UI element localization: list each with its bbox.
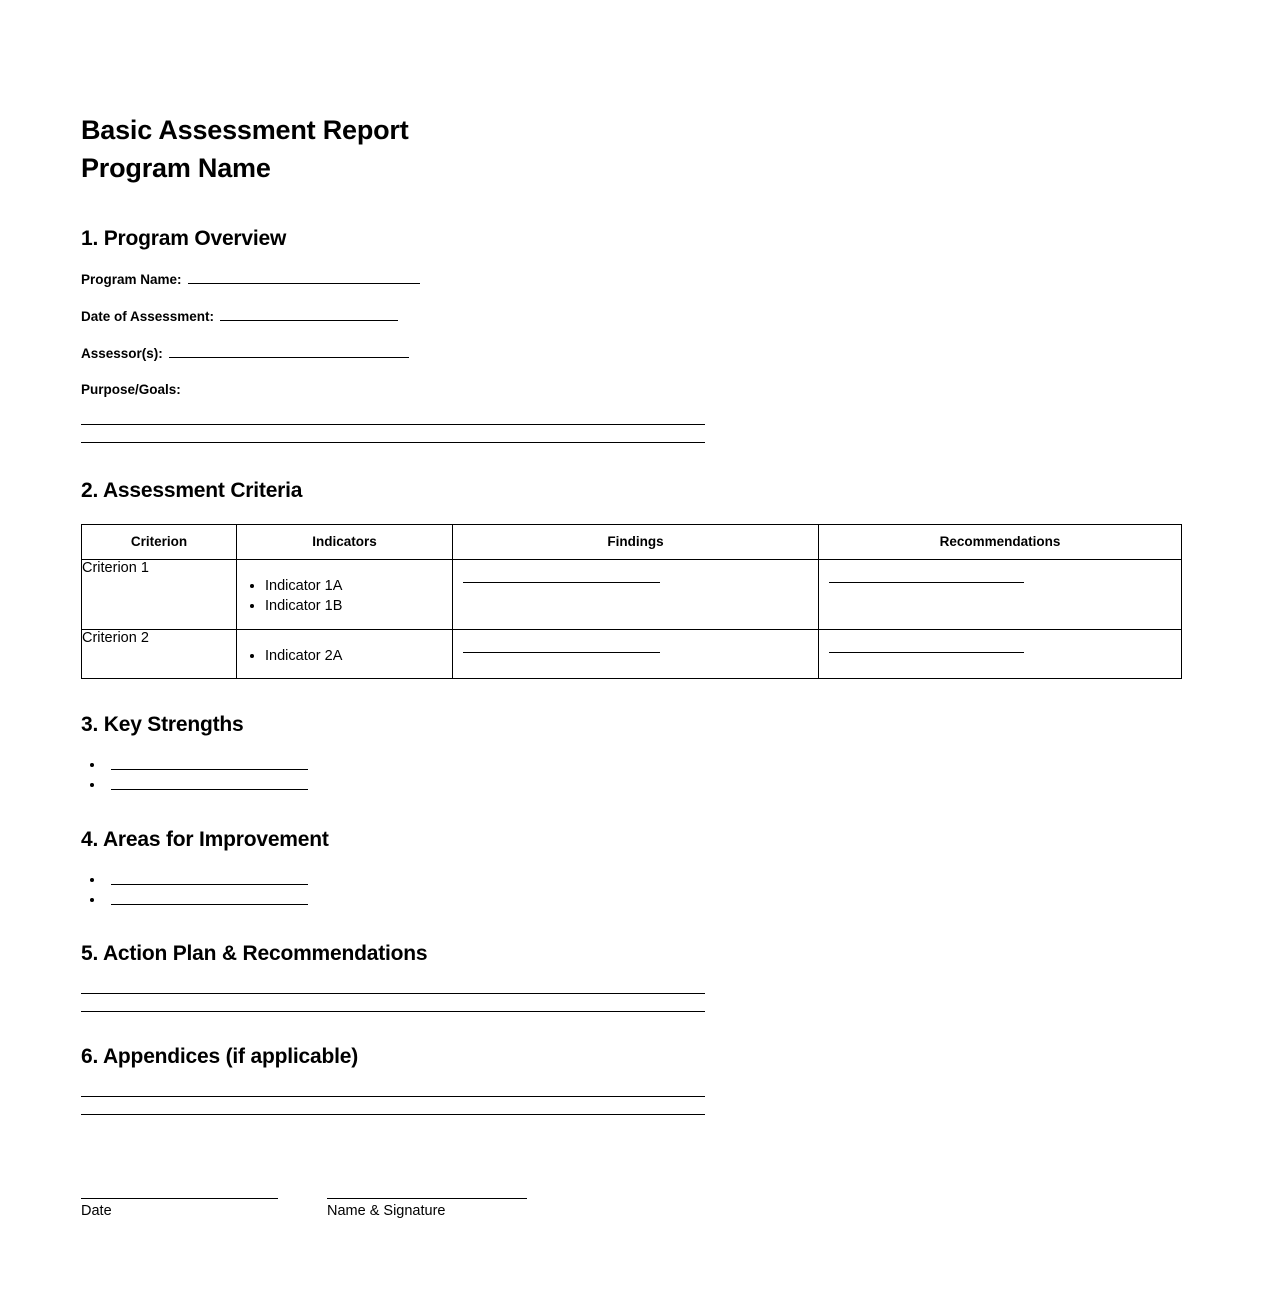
key-strength-fill-line-1[interactable] bbox=[111, 769, 308, 770]
column-header-indicators: Indicators bbox=[237, 525, 453, 560]
indicator-list bbox=[237, 560, 452, 616]
list-item bbox=[105, 774, 1181, 794]
findings-fill-line[interactable] bbox=[463, 652, 660, 653]
cell-criterion: Criterion 1 bbox=[82, 560, 237, 630]
section-heading-key-strengths: 3. Key Strengths bbox=[81, 713, 244, 736]
list-item bbox=[105, 754, 1181, 774]
recommendations-fill-line[interactable] bbox=[829, 582, 1024, 583]
list-item bbox=[105, 889, 1181, 909]
section-heading-areas-for-improvement: 4. Areas for Improvement bbox=[81, 828, 329, 851]
field-input-program-name[interactable] bbox=[188, 271, 420, 284]
section-heading-action-plan: 5. Action Plan & Recommendations bbox=[81, 942, 428, 965]
column-header-recommendations: Recommendations bbox=[819, 525, 1182, 560]
column-header-findings: Findings bbox=[453, 525, 819, 560]
list-item: • Indicator 2A bbox=[265, 646, 452, 666]
list-item bbox=[105, 869, 1181, 889]
field-program-name bbox=[81, 271, 1181, 288]
field-assessors bbox=[81, 345, 1181, 362]
name-signature-label: Name & Signature bbox=[327, 1203, 446, 1219]
table-row bbox=[82, 560, 1182, 630]
field-date-of-assessment bbox=[81, 308, 1181, 325]
recommendations-fill-line[interactable] bbox=[829, 652, 1024, 653]
areas-for-improvement-list bbox=[81, 869, 1181, 909]
cell-indicators bbox=[237, 630, 453, 679]
name-signature-field[interactable] bbox=[327, 1198, 527, 1221]
section-heading-appendices: 6. Appendices (if applicable) bbox=[81, 1045, 358, 1068]
section-heading-assessment-criteria: 2. Assessment Criteria bbox=[81, 479, 303, 502]
cell-criterion: Criterion 2 bbox=[82, 630, 237, 679]
cell-recommendations[interactable] bbox=[819, 630, 1182, 679]
list-item: • Indicator 1B bbox=[265, 596, 452, 616]
field-label-date-of-assessment: Date of Assessment: bbox=[81, 309, 215, 324]
field-label-assessors: Assessor(s): bbox=[81, 346, 163, 361]
indicator-list bbox=[237, 630, 452, 666]
column-header-criterion: Criterion bbox=[82, 525, 237, 560]
key-strengths-list bbox=[81, 754, 1181, 794]
improvement-fill-line-2[interactable] bbox=[111, 904, 308, 905]
field-label-purpose-goals: Purpose/Goals: bbox=[81, 382, 181, 397]
findings-fill-line[interactable] bbox=[463, 582, 660, 583]
list-item: • Indicator 1A bbox=[265, 576, 452, 596]
document-subtitle: Program Name bbox=[81, 153, 271, 183]
cell-findings[interactable] bbox=[453, 630, 819, 679]
table-row bbox=[82, 630, 1182, 679]
improvement-fill-line-1[interactable] bbox=[111, 884, 308, 885]
cell-indicators bbox=[237, 560, 453, 630]
field-label-program-name: Program Name: bbox=[81, 272, 182, 287]
appendices-line-2[interactable] bbox=[81, 1114, 705, 1115]
section-heading-program-overview: 1. Program Overview bbox=[81, 227, 287, 250]
table-header-row bbox=[82, 525, 1182, 560]
assessment-criteria-table bbox=[81, 524, 1182, 679]
date-signature-label: Date bbox=[81, 1203, 112, 1219]
document-content bbox=[81, 111, 1181, 1115]
cell-findings[interactable] bbox=[453, 560, 819, 630]
cell-recommendations[interactable] bbox=[819, 560, 1182, 630]
title-block bbox=[81, 111, 1181, 187]
field-input-date-of-assessment[interactable] bbox=[220, 308, 398, 321]
key-strength-fill-line-2[interactable] bbox=[111, 789, 308, 790]
document-title: Basic Assessment Report bbox=[81, 115, 409, 145]
field-input-assessors[interactable] bbox=[169, 345, 409, 358]
date-signature-field[interactable] bbox=[81, 1198, 278, 1221]
